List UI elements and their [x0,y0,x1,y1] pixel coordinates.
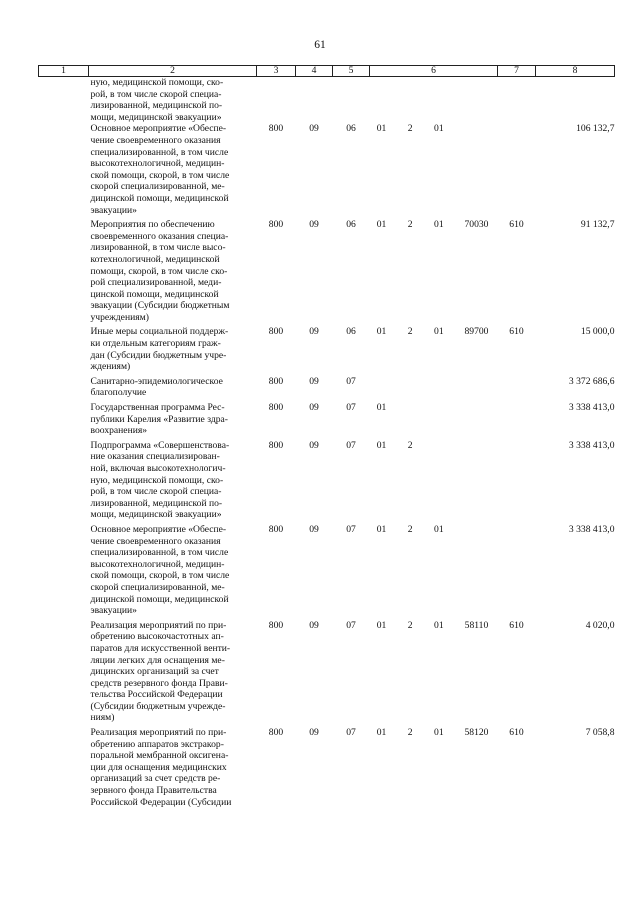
amount: 106 132,7 [576,123,615,135]
row-number-cell [39,617,89,724]
target-article-parts [370,620,498,632]
table-row [39,373,615,399]
target-article-t1: 01 [376,619,387,631]
subsection-code: 06 [346,219,356,231]
target-article-t3: 01 [434,727,444,739]
target-article-t2: 2 [407,326,413,338]
page-number: 61 [314,39,326,51]
section-code: 09 [309,523,319,535]
subsection-code: 07 [346,375,356,387]
target-article-t2: 2 [407,123,413,135]
section-code [296,77,333,124]
row-name: Подпрограмма «Совершенствова- ние оказания специализирован- ной, включая высокотехнологич- ную, медицинской помощи, ско- рой, в том числе скорой специа- лизированной, медицинской по- мощи, медицинской эвакуации» [90,439,230,521]
ministry-code: 800 [268,123,284,135]
target-article-t2: 2 [407,727,413,739]
header-cell-2: 2 [89,66,257,77]
target-article-code [370,373,498,399]
header-cell-8: 8 [536,66,615,77]
row-name: Государственная программа Рес- публики Карелия «Развитие здра- воохранения» [90,402,228,437]
subsection-code: 07 [346,523,356,535]
target-article-t4: 70030 [464,219,489,231]
subsection-code: 07 [346,402,356,414]
header-cell-1: 1 [39,66,89,77]
ministry-code [257,77,296,124]
header-cell-5: 5 [333,66,370,77]
target-article-t1: 01 [376,402,387,414]
target-article-parts [370,727,498,739]
budget-table [38,65,615,808]
row-number-cell [39,77,89,124]
amount: 3 372 686,6 [568,375,615,387]
table-row [39,521,615,617]
table-row [39,77,615,124]
header-cell-4: 4 [296,66,333,77]
expense-type-code [498,123,536,216]
expense-type-code [498,77,536,124]
expense-type-code [498,521,536,617]
target-article-code [370,521,498,617]
ministry-code: 800 [268,727,284,739]
amount [536,77,615,124]
ministry-code: 800 [268,523,284,535]
target-article-parts [370,219,498,231]
section-code: 09 [309,727,319,739]
table-row [39,399,615,437]
target-article-parts [370,524,498,536]
table-row [39,323,615,372]
amount: 3 338 413,0 [568,439,615,451]
row-number-cell [39,521,89,617]
ministry-code: 800 [268,439,284,451]
subsection-code: 06 [346,326,356,338]
row-name: Основное мероприятие «Обеспе- чение своевременного оказания специализированной, в том числе высокотехнологичной, медицин- ской помощи, скорой, в том числе скорой специализированной, ме- дицинской помощи, медицинской эвакуации» [90,523,230,617]
row-name: Иные меры социальной поддерж- ки отдельным категориям граж- дан (Субсидии бюджетным учре- ждениям) [90,326,229,373]
amount: 3 338 413,0 [568,402,615,414]
expense-type-code: 610 [509,619,524,631]
row-name: Реализация мероприятий по при- обретению высокочастотных ап- паратов для искусственной венти- ляции легких для оснащения ме- дицинских организаций за счет средств резервного фонда Прави- тельства Российской Федерации (Субсидии бюджетным учрежде- ниям) [90,619,231,724]
target-article-t4 [461,123,491,135]
table-row [39,617,615,724]
expense-type-code [498,399,536,437]
amount: 15 000,0 [580,326,615,338]
target-article-t1: 01 [376,439,387,451]
expense-type-code: 610 [509,727,524,739]
target-article-t4 [461,524,491,536]
target-article-t4 [461,402,491,414]
target-article-t2: 2 [407,619,413,631]
ministry-code: 800 [268,219,284,231]
target-article-code [370,216,498,323]
target-article-parts [370,326,498,338]
subsection-code [333,77,370,124]
target-article-t3: 01 [434,619,444,631]
target-article-t3: 01 [434,219,444,231]
target-article-t4: 58120 [464,727,489,739]
ministry-code: 800 [268,375,284,387]
target-article-t2: 2 [407,219,413,231]
amount: 91 132,7 [580,219,615,231]
target-article-parts [370,402,498,414]
target-article-t3 [433,402,445,414]
target-article-t4: 89700 [464,326,489,338]
header-row [39,66,615,77]
target-article-code [370,617,498,724]
expense-type-code: 610 [509,326,524,338]
target-article-t2: 2 [407,439,413,451]
target-article-parts [370,440,498,452]
ministry-code: 800 [268,326,284,338]
amount: 7 058,8 [585,727,615,739]
target-article-code [370,437,498,521]
target-article-t4 [461,440,491,452]
table-row [39,216,615,323]
section-code: 09 [309,375,319,387]
target-article-t3: 01 [434,123,444,135]
row-number-cell [39,216,89,323]
target-article-t4: 58110 [464,619,489,631]
target-article-parts [370,123,498,135]
row-number-cell [39,724,89,808]
section-code: 09 [309,123,319,135]
expense-type-code: 610 [509,219,524,231]
target-article-t1: 01 [376,219,387,231]
target-article-code [370,399,498,437]
row-number-cell [39,123,89,216]
amount: 4 020,0 [585,619,615,631]
row-number-cell [39,399,89,437]
header-cell-7: 7 [498,66,536,77]
row-number-cell [39,323,89,372]
row-name: Санитарно-эпидемиологическое благополучие [90,375,223,399]
section-code: 09 [309,219,319,231]
row-number-cell [39,437,89,521]
target-article-t2 [404,402,416,414]
table-row [39,724,615,808]
table-row [39,437,615,521]
ministry-code: 800 [268,402,284,414]
section-code: 09 [309,619,319,631]
target-article-t1: 01 [376,326,387,338]
row-name: Реализация мероприятий по при- обретению аппаратов экстракор- поральной мембранной оксигена- ции для оснащения медицинских организаций за счет средств ре- зервного фонда Правительства Российской Федерации (Субсидии [90,727,232,808]
target-article-code [370,123,498,216]
expense-type-code [498,437,536,521]
target-article-t1: 01 [376,727,387,739]
target-article-t3: 01 [434,326,444,338]
table-body [39,77,615,809]
header-cell-3: 3 [257,66,296,77]
table-row [39,123,615,216]
ministry-code: 800 [268,619,284,631]
target-article-t1: 01 [376,123,387,135]
row-number-cell [39,373,89,399]
header-cell-6: 6 [370,66,498,77]
subsection-code: 07 [346,439,356,451]
expense-type-code [498,373,536,399]
target-article-code [370,724,498,808]
row-name: ную, медицинской помощи, ско- рой, в том числе скорой специа- лизированной, медицинской по- мощи, медицинской эвакуации» [90,77,224,123]
row-name: Основное мероприятие «Обеспе- чение своевременного оказания специализированной, в том числе высокотехнологичной, медицин- ской помощи, скорой, в том числе скорой специализированной, ме- дицинской помощи, медицинской эвакуации» [90,123,230,216]
section-code: 09 [309,439,319,451]
subsection-code: 07 [346,619,356,631]
target-article-code [370,77,498,124]
subsection-code: 06 [346,123,356,135]
target-article-t1: 01 [376,523,387,535]
target-article-t2: 2 [407,523,413,535]
subsection-code: 07 [346,727,356,739]
target-article-t3: 01 [434,523,444,535]
amount: 3 338 413,0 [568,523,615,535]
section-code: 09 [309,326,319,338]
section-code: 09 [309,402,319,414]
target-article-code [370,323,498,372]
row-name: Мероприятия по обеспечению своевременного оказания специа- лизированной, в том числе высо- котехнологичной, медицинской помощи, скорой, в том числе ско- рой специализированной, меди- цинской помощи, медицинской эвакуации (Субсидии бюджетным учреждениям) [90,219,230,323]
target-article-t3 [433,440,445,452]
